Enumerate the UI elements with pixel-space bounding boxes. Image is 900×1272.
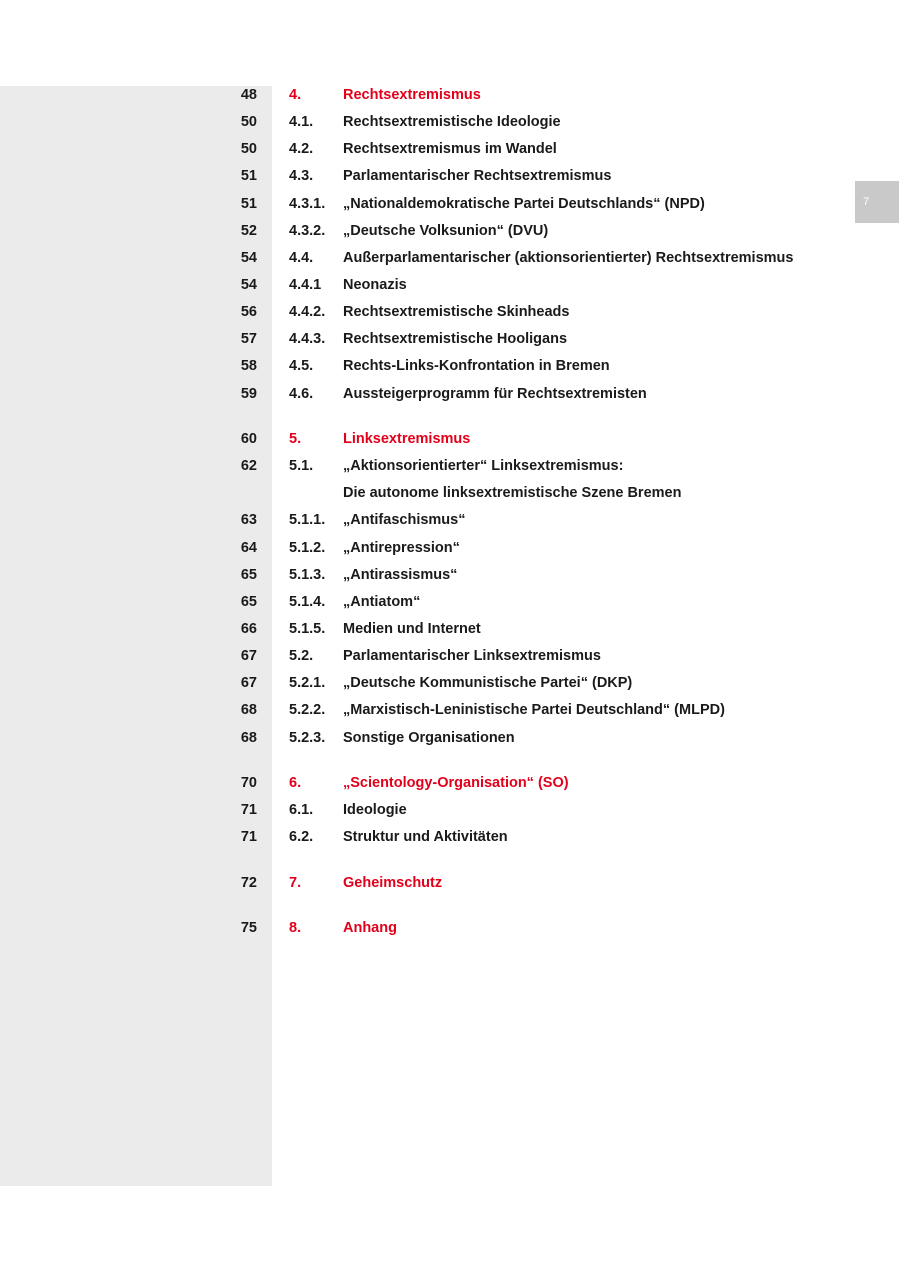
toc-section-number: 5.1.2. xyxy=(289,539,326,556)
toc-section-title: Rechtsextremistische Hooligans xyxy=(343,331,568,348)
toc-section-number: 4.3.1. xyxy=(289,195,326,212)
toc-page-number: 68 xyxy=(240,729,257,746)
toc-page-number: 48 xyxy=(240,87,257,103)
toc-section-number: 7. xyxy=(289,874,302,891)
toc-section-title: „Marxistisch-Leninistische Partei Deutschland“ (MLPD) xyxy=(343,702,725,719)
toc-page-number: 54 xyxy=(240,249,257,266)
toc-section-title: Ideologie xyxy=(343,802,407,819)
toc-page-number: 71 xyxy=(240,829,257,846)
toc-section-title: Sonstige Organisationen xyxy=(343,729,515,746)
toc-section-number: 4.4.3. xyxy=(289,331,326,348)
toc-section-title: Struktur und Aktivitäten xyxy=(343,829,508,846)
toc-page-number: 51 xyxy=(240,195,257,212)
toc-section-title: Geheimschutz xyxy=(343,874,443,891)
toc-page-number: 71 xyxy=(240,802,257,819)
toc-section-title: Anhang xyxy=(343,920,397,937)
toc-section-number: 5.2.1. xyxy=(289,675,326,692)
toc-chapter-row[interactable] xyxy=(0,82,900,109)
toc-row[interactable] xyxy=(0,643,900,670)
toc-page-number: 54 xyxy=(240,276,257,293)
toc-section-number: 5.1.5. xyxy=(289,620,326,637)
toc-section-title: Rechts-Links-Konfrontation in Bremen xyxy=(343,358,610,375)
toc-page-number: 63 xyxy=(240,512,257,529)
toc-section-title: „Antifaschismus“ xyxy=(343,512,466,529)
table-of-contents xyxy=(0,82,900,942)
toc-chapter-row[interactable] xyxy=(0,915,900,942)
toc-page-number: 50 xyxy=(240,141,257,158)
toc-section-title: Linksextremismus xyxy=(343,430,471,447)
toc-page-number: 64 xyxy=(240,539,257,556)
toc-section-number: 4.3. xyxy=(289,168,314,185)
toc-section-number: 5.2. xyxy=(289,648,314,665)
toc-row[interactable] xyxy=(0,589,900,616)
toc-page-number: 66 xyxy=(240,620,257,637)
toc-section-number: 5.1.1. xyxy=(289,512,326,529)
toc-section-title: „Nationaldemokratische Partei Deutschlands“ (NPD) xyxy=(343,195,705,212)
toc-section-number: 4.5. xyxy=(289,358,314,375)
toc-page-number: 65 xyxy=(240,593,257,610)
toc-row[interactable] xyxy=(0,616,900,643)
toc-row[interactable] xyxy=(0,670,900,697)
toc-page-number: 70 xyxy=(240,774,257,791)
toc-section-number: 4.4.1 xyxy=(289,276,322,293)
toc-section-title: Neonazis xyxy=(343,276,407,293)
toc-chapter-row[interactable] xyxy=(0,770,900,797)
toc-section-title: „Deutsche Volksunion“ (DVU) xyxy=(343,222,549,239)
toc-row[interactable] xyxy=(0,136,900,163)
toc-section-number: 5.1. xyxy=(289,458,314,475)
toc-section-title: „Aktionsorientierter“ Linksextremismus: xyxy=(343,458,624,475)
toc-section-number: 4.6. xyxy=(289,385,314,402)
toc-section-title: „Antirassismus“ xyxy=(343,566,458,583)
toc-section-title: Rechtsextremistische Skinheads xyxy=(343,304,570,321)
toc-section-number: 6.2. xyxy=(289,829,314,846)
toc-section-number: 4. xyxy=(289,87,302,103)
toc-page-number: 62 xyxy=(240,458,257,475)
toc-section-number: 4.4. xyxy=(289,249,314,266)
toc-section-number: 4.1. xyxy=(289,114,314,131)
toc-section-number: 6.1. xyxy=(289,802,314,819)
toc-section-title: „Deutsche Kommunistische Partei“ (DKP) xyxy=(343,675,633,692)
toc-chapter-row[interactable] xyxy=(0,870,900,897)
toc-page-number: 67 xyxy=(240,675,257,692)
toc-page-number: 56 xyxy=(240,304,257,321)
toc-page-number: 58 xyxy=(240,358,257,375)
toc-section-number: 5.2.2. xyxy=(289,702,326,719)
toc-row[interactable] xyxy=(0,453,900,480)
toc-row[interactable] xyxy=(0,109,900,136)
toc-row[interactable] xyxy=(0,163,900,190)
toc-chapter-row[interactable] xyxy=(0,426,900,453)
toc-section-number: 5. xyxy=(289,430,302,447)
toc-section-title: Rechtsextremismus im Wandel xyxy=(343,141,557,158)
toc-section-number: 5.1.4. xyxy=(289,593,326,610)
toc-section-title: Parlamentarischer Linksextremismus xyxy=(343,648,601,665)
toc-section-title: „Scientology-Organisation“ (SO) xyxy=(343,774,569,791)
toc-page-number: 72 xyxy=(240,874,257,891)
toc-page-number: 57 xyxy=(240,331,257,348)
toc-row[interactable] xyxy=(0,272,900,299)
toc-row[interactable] xyxy=(0,697,900,724)
toc-page-number: 50 xyxy=(240,114,257,131)
toc-row[interactable] xyxy=(0,824,900,851)
toc-section-number: 5.1.3. xyxy=(289,566,326,583)
toc-row[interactable] xyxy=(0,507,900,534)
toc-section-number: 4.4.2. xyxy=(289,304,326,321)
toc-section-number: 4.2. xyxy=(289,141,314,158)
toc-row[interactable] xyxy=(0,326,900,353)
toc-section-title: Medien und Internet xyxy=(343,620,481,637)
toc-section-title: „Antirepression“ xyxy=(343,539,460,556)
toc-page-number: 52 xyxy=(240,222,257,239)
toc-row[interactable] xyxy=(0,725,900,752)
toc-row[interactable] xyxy=(0,218,900,245)
toc-page-number: 65 xyxy=(240,566,257,583)
toc-section-title: Die autonome linksextremistische Szene Bremen xyxy=(343,485,682,502)
toc-page-number: 59 xyxy=(240,385,257,402)
toc-row[interactable] xyxy=(0,535,900,562)
page-number: 7 xyxy=(863,196,870,208)
toc-section-title: Rechtsextremismus xyxy=(343,87,481,103)
toc-section-title: „Antiatom“ xyxy=(343,593,421,610)
toc-row[interactable] xyxy=(0,562,900,589)
toc-row[interactable] xyxy=(0,353,900,380)
toc-section-title: Parlamentarischer Rechtsextremismus xyxy=(343,168,612,185)
toc-row[interactable] xyxy=(0,797,900,824)
toc-section-title: Rechtsextremistische Ideologie xyxy=(343,114,561,131)
toc-page-number: 75 xyxy=(240,920,257,937)
toc-row[interactable] xyxy=(0,480,900,507)
toc-section-number: 4.3.2. xyxy=(289,222,326,239)
toc-section-title: Aussteigerprogramm für Rechtsextremisten xyxy=(343,385,647,402)
toc-page-number: 60 xyxy=(240,430,257,447)
toc-page-number: 68 xyxy=(240,702,257,719)
toc-section-number: 6. xyxy=(289,774,302,791)
toc-section-number: 5.2.3. xyxy=(289,729,326,746)
toc-row[interactable] xyxy=(0,191,900,218)
toc-section-number: 8. xyxy=(289,920,302,937)
toc-row[interactable] xyxy=(0,299,900,326)
toc-section-title: Außerparlamentarischer (aktionsorientierter) Rechtsextremismus xyxy=(343,249,794,266)
toc-page-number: 51 xyxy=(240,168,257,185)
toc-row[interactable] xyxy=(0,381,900,408)
toc-page-number: 67 xyxy=(240,648,257,665)
toc-row[interactable] xyxy=(0,245,900,272)
